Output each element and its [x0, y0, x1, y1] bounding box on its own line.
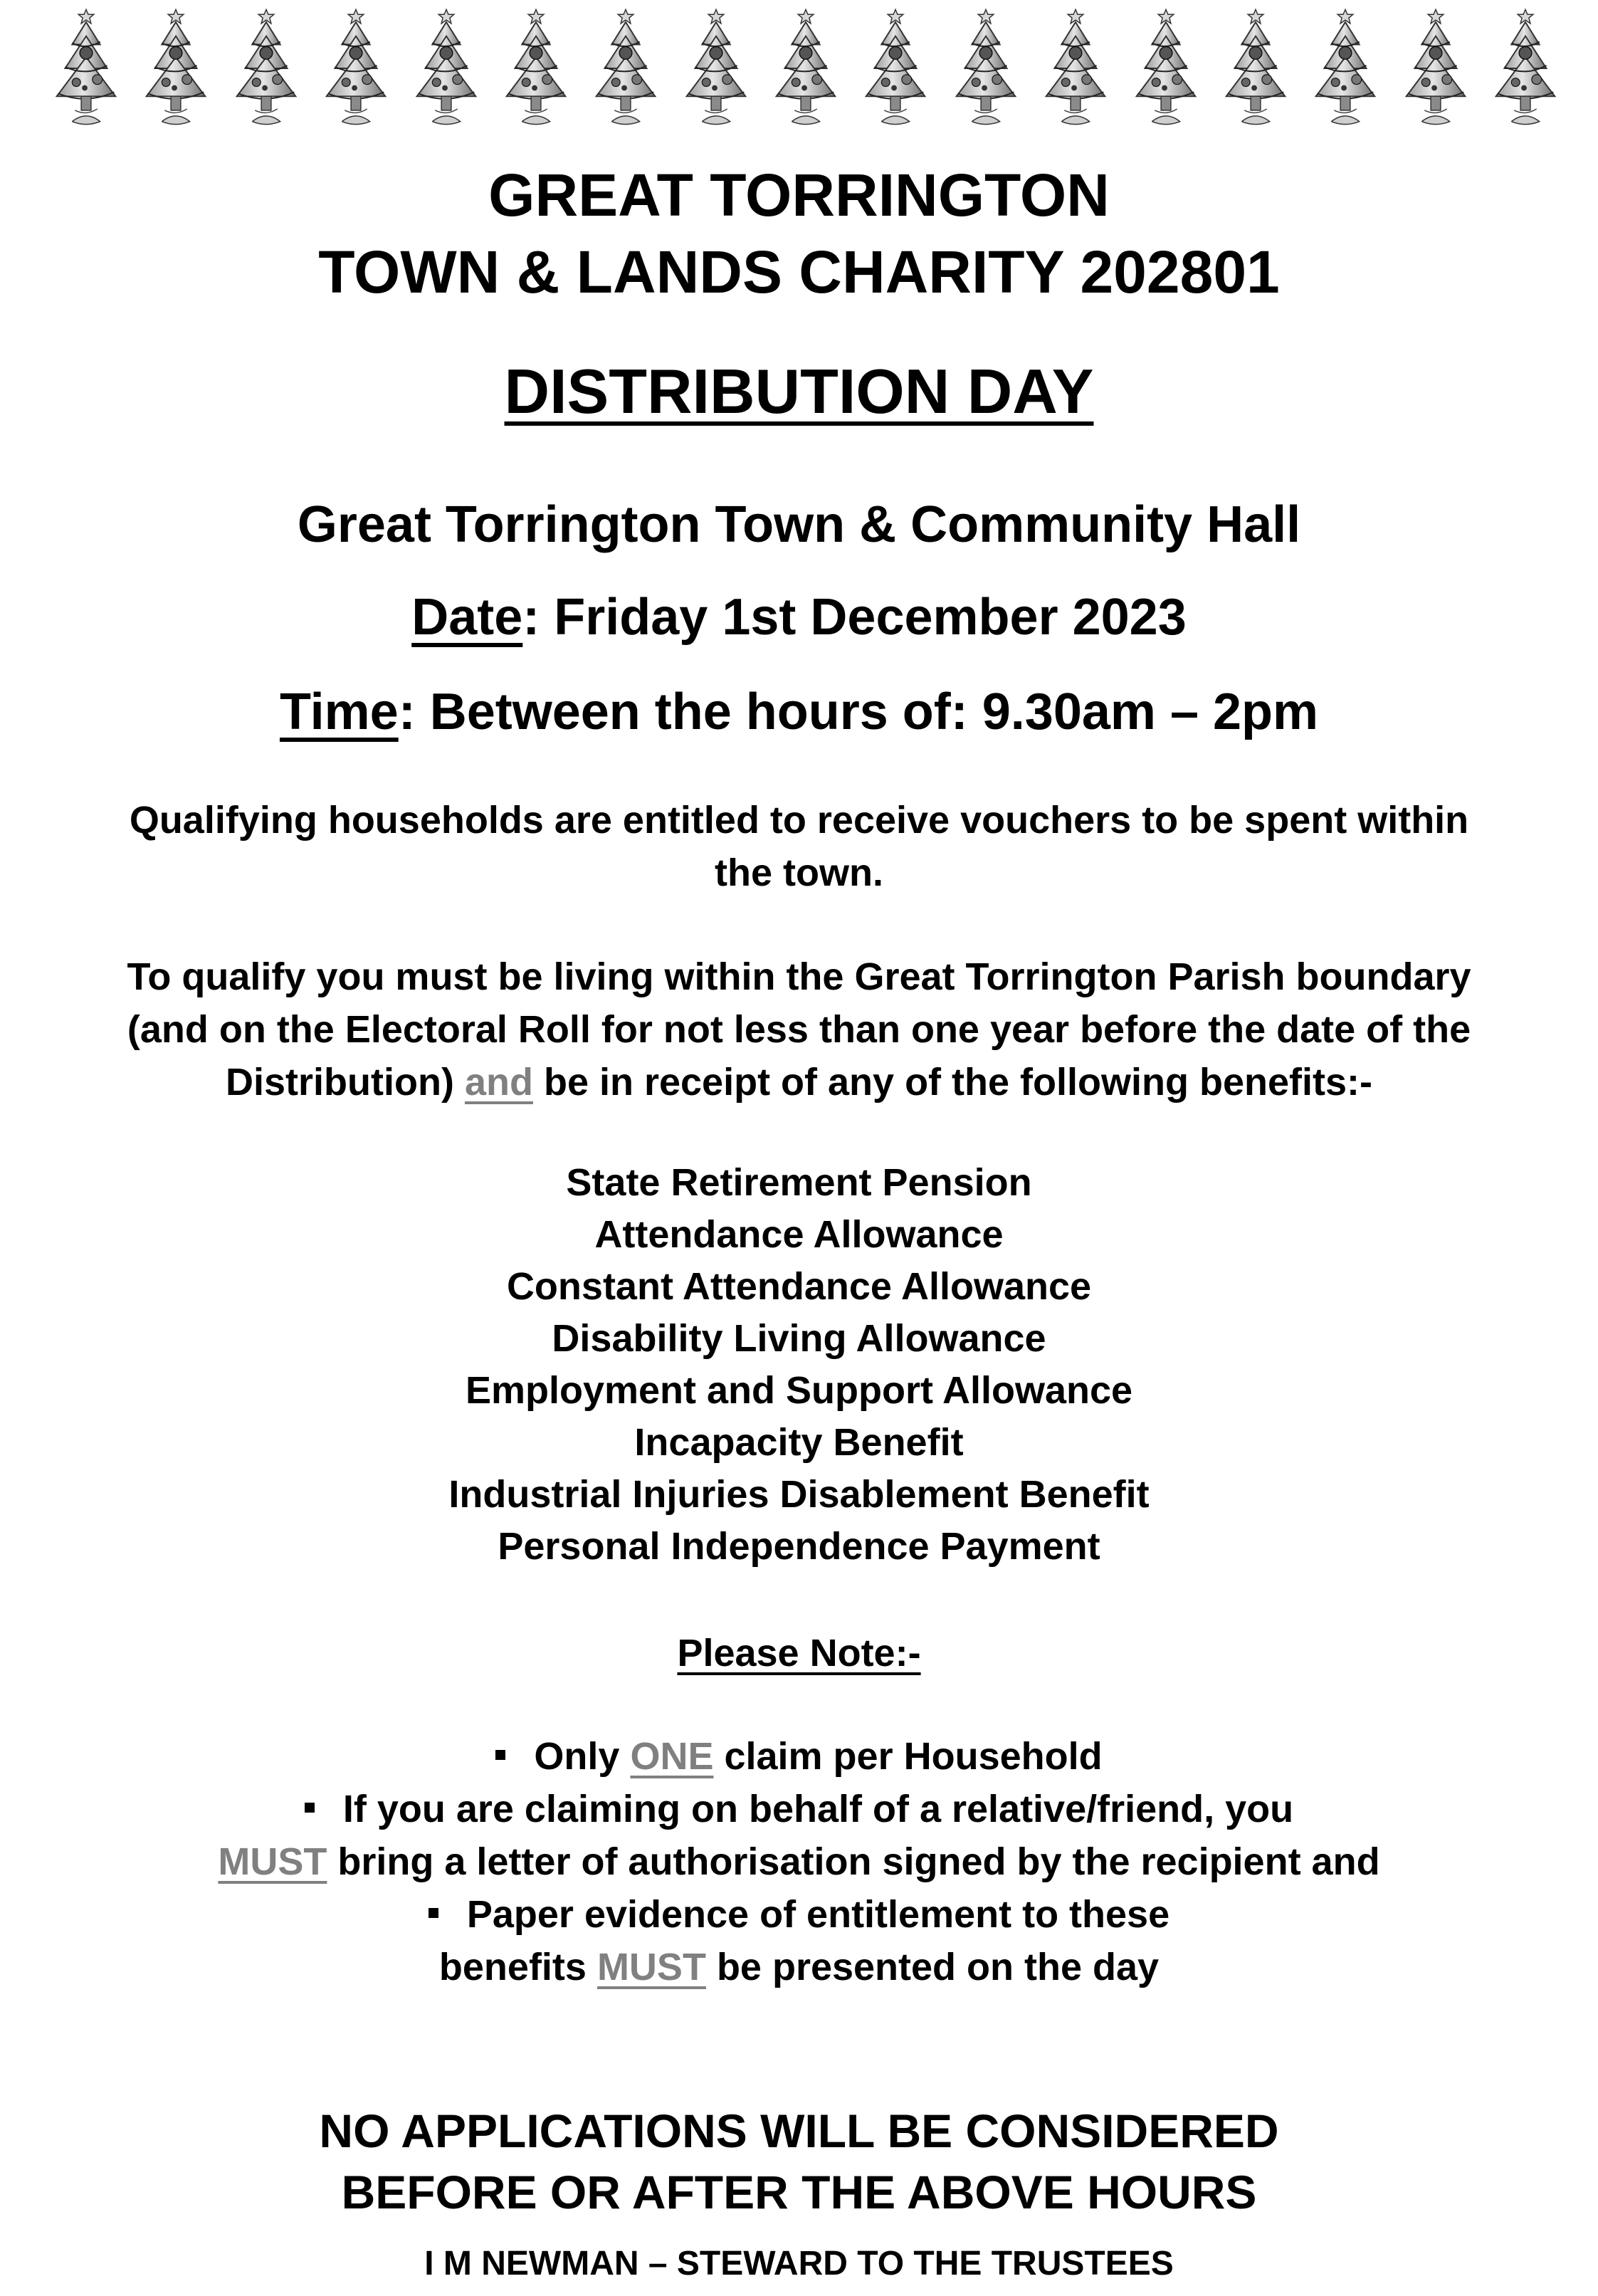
note-2-line-1: If you are claiming on behalf of a relative/friend, you [342, 1788, 1294, 1830]
qualify-line-1: To qualify you must be living within the Great Torrington Parish boundary [127, 955, 1471, 998]
note-2-emphasis: MUST [218, 1840, 327, 1883]
note-item-2 [0, 1783, 1598, 1835]
note-1-emphasis: ONE [630, 1735, 714, 1778]
christmas-tree-icon [674, 3, 758, 131]
note-3-emphasis: MUST [596, 1946, 706, 1988]
please-note-label: Please Note:- [677, 1632, 921, 1674]
benefits-list [0, 1157, 1598, 1573]
distribution-day-heading: DISTRIBUTION DAY [504, 356, 1094, 426]
note-item-1 [0, 1730, 1598, 1783]
note-1-end: claim per Household [713, 1735, 1103, 1778]
event-date [0, 585, 1598, 649]
note-2-line-2: bring a letter of authorisation signed by the recipient and [327, 1840, 1380, 1883]
date-value: : Friday 1st December 2023 [522, 589, 1187, 646]
christmas-tree-icon [44, 3, 128, 131]
title-line-2: TOWN & LANDS CHARITY 202801 [318, 238, 1280, 305]
time-value: : Between the hours of: 9.30am – 2pm [398, 683, 1319, 740]
christmas-tree-icon [1034, 3, 1118, 131]
christmas-tree-icon [1124, 3, 1208, 131]
note-item-3 [0, 1888, 1598, 1941]
christmas-tree-icon [944, 3, 1028, 131]
event-time [0, 680, 1598, 744]
christmas-tree-icon [853, 3, 937, 131]
title-line-1: GREAT TORRINGTON [488, 162, 1110, 229]
warning-line-1: NO APPLICATIONS WILL BE CONSIDERED [319, 2104, 1279, 2157]
note-item-2-cont [0, 1835, 1598, 1888]
christmas-tree-icon [314, 3, 398, 131]
intro-line-1: Qualifying households are entitled to receive vouchers to be spent within [129, 799, 1469, 842]
note-1-start: Only [534, 1735, 631, 1778]
event-heading [0, 352, 1598, 431]
intro-line-2: the town. [715, 851, 883, 894]
bullet-icon [495, 1750, 505, 1760]
christmas-tree-icon [404, 3, 488, 131]
benefit-item: State Retirement Pension [566, 1161, 1032, 1204]
qualify-paragraph [0, 950, 1598, 1108]
benefit-item: Personal Independence Payment [498, 1525, 1100, 1568]
qualify-line-3-end: be in receipt of any of the following benefits:- [532, 1061, 1372, 1104]
christmas-tree-icon [224, 3, 308, 131]
christmas-tree-icon [134, 3, 218, 131]
note-3-start: benefits [438, 1946, 597, 1988]
christmas-tree-icon [1303, 3, 1387, 131]
note-3-line-1: Paper evidence of entitlement to these [466, 1893, 1170, 1936]
benefit-item: Incapacity Benefit [634, 1421, 964, 1464]
benefit-item: Industrial Injuries Disablement Benefit [448, 1473, 1150, 1516]
qualify-line-2: (and on the Electoral Roll for not less than one year before the date of the [127, 1008, 1471, 1051]
qualify-and-emphasis: and [464, 1061, 533, 1104]
warning-line-2: BEFORE OR AFTER THE ABOVE HOURS [341, 2166, 1257, 2218]
intro-paragraph [0, 794, 1598, 899]
christmas-tree-icon [1394, 3, 1478, 131]
notes-list [0, 1730, 1598, 1993]
christmas-tree-icon [584, 3, 668, 131]
christmas-tree-icon [764, 3, 848, 131]
warning-notice [0, 2100, 1598, 2223]
note-3-end: be presented on the day [705, 1946, 1160, 1988]
benefit-item: Disability Living Allowance [552, 1317, 1046, 1360]
please-note-heading [0, 1627, 1598, 1679]
note-item-3-cont [0, 1941, 1598, 1993]
christmas-tree-icon [1214, 3, 1298, 131]
christmas-tree-icon [494, 3, 578, 131]
qualify-line-3 [0, 1056, 1598, 1108]
page-title [0, 157, 1598, 310]
christmas-tree-border [44, 3, 1567, 131]
bullet-icon [429, 1908, 438, 1918]
bullet-icon [305, 1803, 315, 1813]
time-label: Time [279, 683, 399, 740]
christmas-tree-icon [1483, 3, 1567, 131]
benefit-item: Constant Attendance Allowance [506, 1265, 1092, 1308]
qualify-line-3-start: Distribution) [225, 1061, 465, 1104]
benefit-item: Employment and Support Allowance [465, 1369, 1133, 1412]
signoff: I M NEWMAN – STEWARD TO THE TRUSTEES [424, 2245, 1174, 2282]
date-label: Date [411, 589, 523, 646]
benefit-item: Attendance Allowance [594, 1213, 1004, 1256]
venue: Great Torrington Town & Community Hall [297, 496, 1301, 553]
